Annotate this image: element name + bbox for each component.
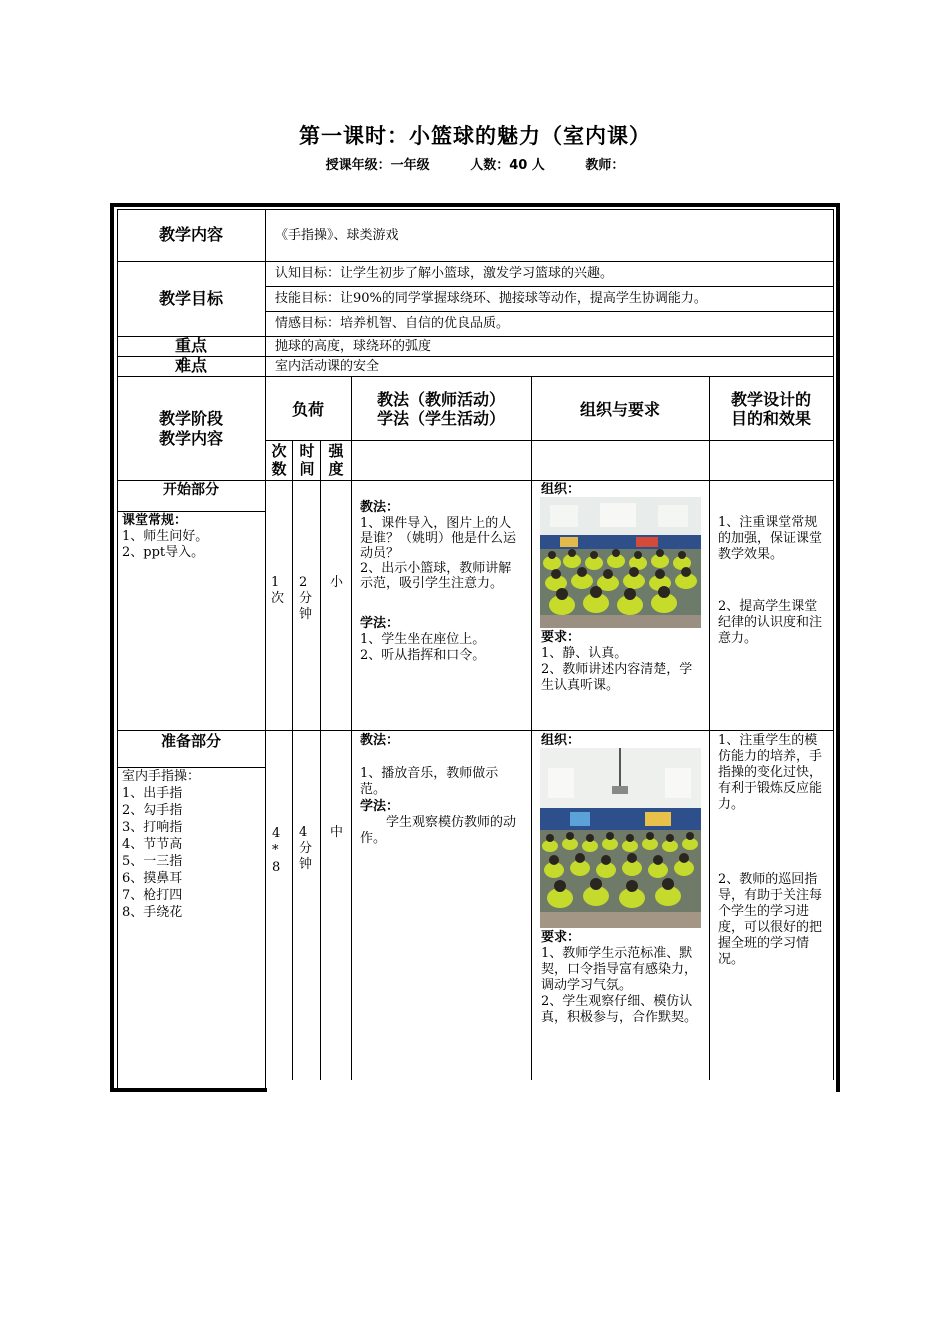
section2-learn-label: 学法： xyxy=(360,799,400,814)
section2-item-2: 2、勾手指 xyxy=(122,803,183,818)
section2-item-1: 1、出手指 xyxy=(122,786,183,801)
section1-design-2: 2、提高学生课堂纪律的认识度和注意力。 xyxy=(718,599,823,646)
section2-design-1: 1、注重学生的模仿能力的培养，手指操的变化过快，有利于锻炼反应能力。 xyxy=(718,733,823,812)
section2-method-label: 教法： xyxy=(360,733,400,748)
header-design-2: 目的和效果 xyxy=(730,409,811,428)
grade-text: 授课年级：一年级 xyxy=(325,158,430,173)
key-value: 抛球的高度，球绕环的弧度 xyxy=(275,339,432,354)
section1-routine-2: 2、ppt导入。 xyxy=(122,545,205,560)
section2-item-7: 7、枪打四 xyxy=(122,888,183,903)
goal-label: 教学目标 xyxy=(158,289,223,308)
header-stage-2: 教学内容 xyxy=(158,429,223,448)
section2-method-text: 1、播放音乐，教师做示范。 xyxy=(360,766,499,797)
section2-learn-text: 学生观察模仿教师的动作。 xyxy=(360,815,517,846)
section1-title: 开始部分 xyxy=(163,482,219,498)
table-frame-bottom xyxy=(110,1088,267,1092)
header-method-2: 学法（学生活动） xyxy=(376,409,505,428)
section1-times: 1次 xyxy=(271,575,285,606)
difficulty-label: 难点 xyxy=(174,356,207,375)
classroom-photo-1 xyxy=(540,497,701,628)
section2-req-label: 要求： xyxy=(541,930,581,945)
section2-item-6: 6、摸鼻耳 xyxy=(122,871,183,886)
section2-item-8: 8、手绕花 xyxy=(122,905,183,920)
goal-cognitive: 认知目标：让学生初步了解小篮球，激发学习篮球的兴趣。 xyxy=(275,266,614,281)
section1-design-1: 1、注重课堂常规的加强，保证课堂教学效果。 xyxy=(718,515,823,562)
section2-org-label: 组织： xyxy=(541,733,581,748)
table-frame-left xyxy=(110,203,114,1092)
section1-method-text: 1、课件导入，图片上的人是谁？（姚明）他是什么运动员？ 2、出示小篮球，教师讲解示范，吸引学生注意力。 xyxy=(360,516,517,591)
content-label: 教学内容 xyxy=(158,225,223,244)
section2-time: 4分钟 xyxy=(299,825,313,872)
section1-learn-label: 学法： xyxy=(360,616,400,631)
section1-routine-1: 1、师生问好。 xyxy=(122,529,209,544)
section2-design-2: 2、教师的巡回指导，有助于关注每个学生的学习进度，可以很好的把握全班的学习情况。 xyxy=(718,872,823,967)
section1-req-text: 1、静、认真。 2、教师讲述内容清楚，学生认真听课。 xyxy=(541,646,693,693)
section2-intensity: 中 xyxy=(330,825,344,840)
header-design-1: 教学设计的 xyxy=(730,390,811,409)
header-load: 负荷 xyxy=(291,400,324,419)
goal-emotion: 情感目标：培养机智、自信的优良品质。 xyxy=(275,316,510,331)
content-value: 《手指操》、球类游戏 xyxy=(275,228,399,243)
header-intensity: 强度 xyxy=(328,442,344,478)
goal-skill: 技能目标：让90%的同学掌握球绕环、抛接球等动作，提高学生协调能力。 xyxy=(275,291,707,306)
section2-list-label: 室内手指操： xyxy=(122,769,201,784)
section1-learn-text: 1、学生坐在座位上。 2、听从指挥和口令。 xyxy=(360,632,486,663)
teacher-text: 教师： xyxy=(585,158,625,173)
classroom-photo-2 xyxy=(540,748,701,928)
section2-times: 4*8 xyxy=(272,826,281,875)
section2-req-text: 1、教师学生示范标准、默契，口令指导富有感染力，调动学习气氛。 2、学生观察仔细、模仿认真，积极参与，合作默契。 xyxy=(541,946,698,1025)
section1-intensity: 小 xyxy=(330,575,344,590)
difficulty-value: 室内活动课的安全 xyxy=(275,359,380,374)
key-label: 重点 xyxy=(174,336,207,355)
header-stage-1: 教学阶段 xyxy=(158,409,223,428)
section1-req-label: 要求： xyxy=(541,630,581,645)
section2-item-5: 5、一三指 xyxy=(122,854,183,869)
section2-item-3: 3、打响指 xyxy=(122,820,183,835)
count-text: 人数：40 人 xyxy=(470,158,545,173)
header-method-1: 教法（教师活动） xyxy=(376,390,505,409)
section1-time: 2分钟 xyxy=(299,575,313,622)
section1-routine-label: 课堂常规： xyxy=(122,513,188,528)
header-org: 组织与要求 xyxy=(579,400,660,419)
section2-title: 准备部分 xyxy=(160,732,221,750)
header-times: 次数 xyxy=(271,442,287,478)
lesson-subtitle xyxy=(0,154,950,173)
section1-method-label: 教法： xyxy=(360,500,400,515)
section1-org-label: 组织： xyxy=(541,482,581,497)
header-time: 时间 xyxy=(299,442,315,478)
section2-item-4: 4、节节高 xyxy=(122,837,183,852)
lesson-title: 第一课时：小篮球的魅力（室内课） xyxy=(299,124,651,148)
